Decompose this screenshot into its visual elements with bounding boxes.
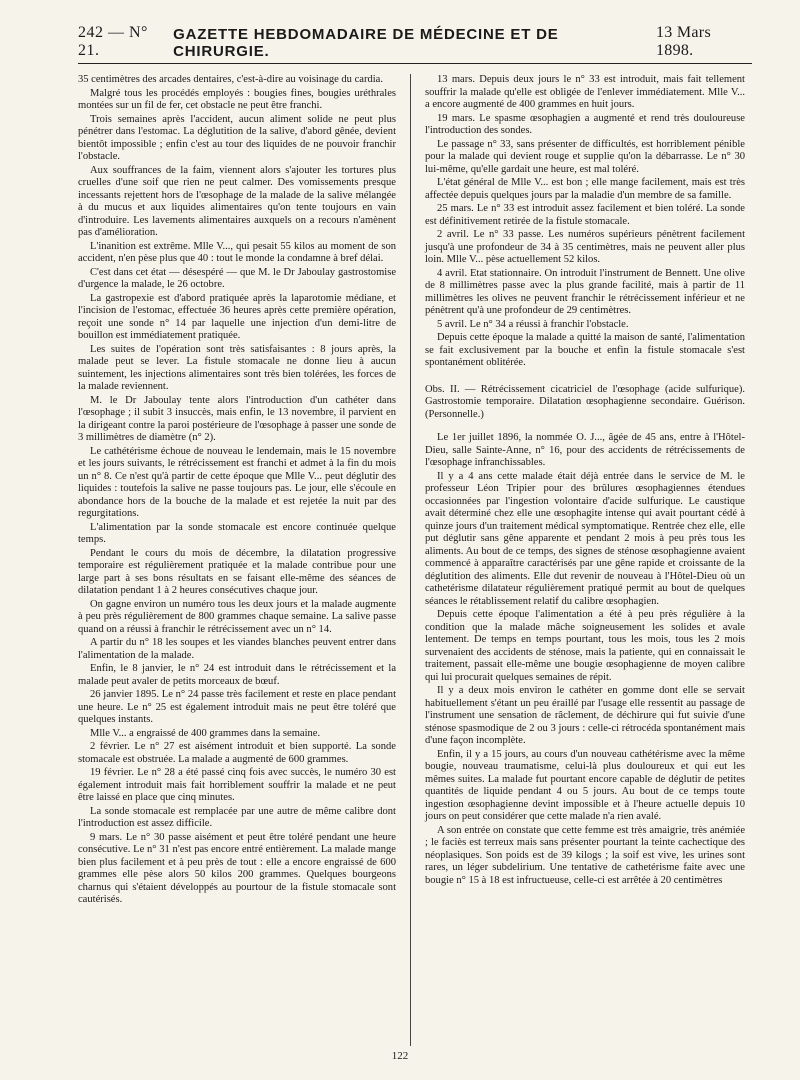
left-column bbox=[78, 74, 396, 908]
paragraph: 26 janvier 1895. Le n° 24 passe très facilement et reste en place pendant une heure. Le n° 25 est également introduit mais ne peut être toléré que quelques instants. bbox=[78, 689, 396, 725]
column-divider bbox=[410, 74, 411, 1046]
paragraph: 13 mars. Depuis deux jours le n° 33 est introduit, mais fait tellement souffrir la malade qu'elle est obligée de l'enlever immédiatement. Mlle V... a encore augmenté de 400 grammes en huit jours. bbox=[425, 74, 745, 110]
paragraph: Depuis cette époque la malade a quitté la maison de santé, l'alimentation se fait exclusivement par la bouche et enfin la fistule stomacale s'est spontanément oblitérée. bbox=[425, 332, 745, 368]
page-number: 122 bbox=[391, 1050, 409, 1062]
paragraph: Depuis cette époque l'alimentation a été à peu près régulière à la condition que la malade mâche soigneusement les solides et avale lentement. De temps en temps pourtant, tous les mois, tous les 2 mois survenaient des accidents de sténose, mais la patiente, qui en connaissait le traitement, passait elle-même une bougie œsophagienne de moyen calibre qui lui procurait quelques semaines de répit. bbox=[425, 609, 745, 683]
paragraph: 25 mars. Le n° 33 est introduit assez facilement et bien toléré. La sonde est définitivement retirée de la fistule stomacale. bbox=[425, 203, 745, 227]
paragraph: C'est dans cet état — désespéré — que M. le Dr Jaboulay gastrostomise d'urgence la malade, le 26 octobre. bbox=[78, 266, 396, 290]
paragraph: 2 avril. Le n° 33 passe. Les numéros supérieurs pénètrent facilement jusqu'à une profondeur de 34 à 35 centimètres, mais ne peuvent aller plus loin. Mlle V... pèse actuellement 52 kilos. bbox=[425, 229, 745, 265]
paragraph: Il y a deux mois environ le cathéter en gomme dont elle se servait habituellement s'étant un peu éraillé par l'usage elle ressentit au passage de l'instrument une sensation de râclement, de déchirure qui fut suivie d'une sténose spasmodique de 2 ou 3 jours : celle-ci rétrocéda spontanément mais d'une façon incomplète. bbox=[425, 685, 745, 746]
observation-heading: Obs. II. — Rétrécissement cicatriciel de l'œsophage (acide sulfurique). Gastrostomie temporaire. Dilatation œsophagienne secondaire. Guérison. (Personnelle.) bbox=[425, 383, 745, 420]
page-folio: 242 — N° 21. bbox=[78, 24, 148, 59]
paragraph: Enfin, il y a 15 jours, au cours d'un nouveau cathétérisme avec la même bougie, nouveau traumatisme, celui-là plus douloureux et qui eut les mêmes suites. La malade fut pourtant encore capable de déglutir de petites quantités de liquide pendant 4 ou 5 jours. Au bout de ce temps toute ingestion œsophagienne devint impossible et à l'heure actuelle depuis 10 jours on peut considérer que cette malade n'a rien avalé. bbox=[425, 748, 745, 822]
paragraph: On gagne environ un numéro tous les deux jours et la malade augmente à peu près régulièrement de 800 grammes chaque semaine. La salive passe quand on a réussi à franchir le rétrécissement avec un n° 14. bbox=[78, 598, 396, 635]
paragraph: Le cathétérisme échoue de nouveau le lendemain, mais le 15 novembre et les jours suivants, le rétrécissement est franchi et admet à la fin du mois un n° 8. Ce n'est qu'à partir de cette époque que Mlle V... peut déglutir des liquides : toutefois la salive ne passe toujours pas. Le jour, elle s'écoule en abondance hors de la bouche de la malade et est rejetée la nuit par des regurgitations. bbox=[78, 445, 396, 519]
paragraph: Les suites de l'opération sont très satisfaisantes : 8 jours après, la malade peut se lever. La fistule stomacale ne donne lieu à aucun suintement, les injections alimentaires sont très bien tolérées, les forces de la malade reviennent. bbox=[78, 343, 396, 392]
paragraph: Aux souffrances de la faim, viennent alors s'ajouter les tortures plus cruelles d'une soif que rien ne peut calmer. Des vomissements presque incessants rejettent hors de l'œsophage de la malade de la salive mélangée à du mucus et aux liquides alimentaires qu'on tente toujours en vain d'introduire. Les lavements alimentaires auxquels on a recours n'amènent pas d'amélioration. bbox=[78, 164, 396, 238]
paragraph: 19 mars. Le spasme œsophagien a augmenté et rend très douloureuse l'introduction des sondes. bbox=[425, 112, 745, 136]
paragraph: A son entrée on constate que cette femme est très amaigrie, très anémiée ; le faciès est terreux mais sans présenter pourtant la teinte cachectique des néoplasiques. Son poids est de 39 kilogs ; la soif est vive, les urines sont rares, un léger subdelirium. Une tentative de cathetérisme faite avec une bougie n° 15 à 18 est infructueuse, celle-ci est arrêtée à 20 centimètres bbox=[425, 824, 745, 886]
paragraph: Pendant le cours du mois de décembre, la dilatation progressive temporaire est régulièrement pratiquée et la malade contribue pour une large part à ses bons résultats en se faisant elle-même des séances de dilatation pendant 1 à 2 heures consécutives chaque jour. bbox=[78, 547, 396, 596]
paragraph: Le 1er juillet 1896, la nommée O. J..., âgée de 45 ans, entre à l'Hôtel-Dieu, salle Sainte-Anne, n° 16, pour des accidents de rétrécissements de l'œsophage infranchissables. bbox=[425, 432, 745, 468]
paragraph: Trois semaines après l'accident, aucun aliment solide ne peut plus pénétrer dans l'estomac. La déglutition de la salive, d'abord gênée, devient bientôt impossible ; enfin c'est au tour des liquides de ne pouvoir franchir l'obstacle. bbox=[78, 113, 396, 162]
paragraph: L'état général de Mlle V... est bon ; elle mange facilement, mais est très affectée depuis quelques jours par la maladie d'un membre de sa famille. bbox=[425, 177, 745, 201]
paragraph: La sonde stomacale est remplacée par une autre de même calibre dont l'introduction est assez difficile. bbox=[78, 805, 396, 829]
paragraph: Enfin, le 8 janvier, le n° 24 est introduit dans le rétrécissement et la malade peut avaler de petits morceaux de bœuf. bbox=[78, 663, 396, 687]
paragraph: 19 février. Le n° 28 a été passé cinq fois avec succès, le numéro 30 est également introduit mais fait horriblement souffrir la malade et ne peut être laissé en place que cinq minutes. bbox=[78, 767, 396, 803]
paragraph: Mlle V... a engraissé de 400 grammes dans la semaine. bbox=[90, 727, 321, 739]
spacer bbox=[425, 422, 745, 432]
paragraph: L'alimentation par la sonde stomacale est encore continuée quelque temps. bbox=[78, 521, 396, 545]
paragraph: 2 février. Le n° 27 est aisément introduit et bien supporté. La sonde stomacale est obstruée. La malade a augmenté de 600 grammes. bbox=[78, 741, 396, 765]
right-column bbox=[425, 74, 745, 888]
paragraph: L'inanition est extrême. Mlle V..., qui pesait 55 kilos au moment de son accident, n'en pèse plus que 40 : tout le monde la condamne à bref délai. bbox=[78, 240, 396, 264]
paragraph: A partir du n° 18 les soupes et les viandes blanches peuvent entrer dans l'alimentation de la malade. bbox=[78, 637, 396, 661]
paragraph: La gastropexie est d'abord pratiquée après la laparotomie médiane, et l'incision de l'estomac, effectuée 36 heures après cette première opération, reçoit une sonde n° 14 par laquelle une injection d'un demi-litre de bouillon est immédiatement pratiquée. bbox=[78, 292, 396, 341]
issue-date: 13 Mars 1898. bbox=[655, 24, 711, 59]
paragraph: 4 avril. Etat stationnaire. On introduit l'instrument de Bennett. Une olive de 8 millimètres passe avec la plus grande facilité, mais à partir de 11 millimètres les olives ne peuvent franchir le rétrécissement inférieur et ne pénètrent qu'à une profondeur de 29 centimètres. bbox=[425, 267, 745, 316]
paragraph: Malgré tous les procédés employés : bougies fines, bougies uréthrales montées sur un fil de fer, cet obstacle ne peut être franchi. bbox=[78, 87, 396, 111]
journal-title: GAZETTE HEBDOMADAIRE DE MÉDECINE ET DE CHIRURGIE. bbox=[173, 26, 559, 60]
paragraph: Il y a 4 ans cette malade était déjà entrée dans le service de M. le professeur Léon Tripier pour des brûlures œsophagiennes étendues occasionnées par l'ingestion volontaire d'acide sulfurique. Le caustique avait déterminé chez elle une œsophagite intense qui avait pourtant cédé à quinze jours d'un traitement médical symptomatique. Rentrée chez elle, elle put déglutir sans gêne apparente et pendant 2 mois à peu près tous les aliments. Au bout de ce temps, des signes de sténose œsophagienne avaient commencé à apparaître caractérisés par une gêne rapide et croissante de la déglutition des aliments. Elle dut revenir de nouveau à l'Hôtel-Dieu où un cathetérisme dilatateur régulièrement pratiqué permit au bout de quelques séances le rétablissement relatif du calibre œsophagien. bbox=[425, 470, 745, 607]
paragraph: 35 centimètres des arcades dentaires, c'est-à-dire au voisinage du cardia. bbox=[78, 74, 383, 85]
paragraph: 9 mars. Le n° 30 passe aisément et peut être toléré pendant une heure consécutive. Le n° 31 n'est pas encore entré entièrement. La malade mange bien plus facilement et à peu près de tout : elle a encore engraissé de 600 grammes elle pèse alors 50 kilos 200 grammes. Quelques bourgeons charnus qui s'étaient développés au pourtour de la fistule stomacale sont cautérisés. bbox=[78, 831, 396, 905]
running-header bbox=[78, 24, 752, 64]
paragraph: Le passage n° 33, sans présenter de difficultés, est horriblement pénible pour la malade qui devient rouge et supplie qu'on la débarrasse. Le n° 30 lui-même, qu'elle gardait une heure, est mal toléré. bbox=[425, 138, 745, 175]
paragraph: 5 avril. Le n° 34 a réussi à franchir l'obstacle. bbox=[437, 318, 629, 330]
paragraph: M. le Dr Jaboulay tente alors l'introduction d'un cathéter dans l'œsophage ; il subit 3 insuccès, mais enfin, le 13 novembre, il parvient en la dirigeant contre la paroi postérieure de l'œsophage à passer une sonde de 3 millimètres de diamètre (n° 2). bbox=[78, 394, 396, 443]
